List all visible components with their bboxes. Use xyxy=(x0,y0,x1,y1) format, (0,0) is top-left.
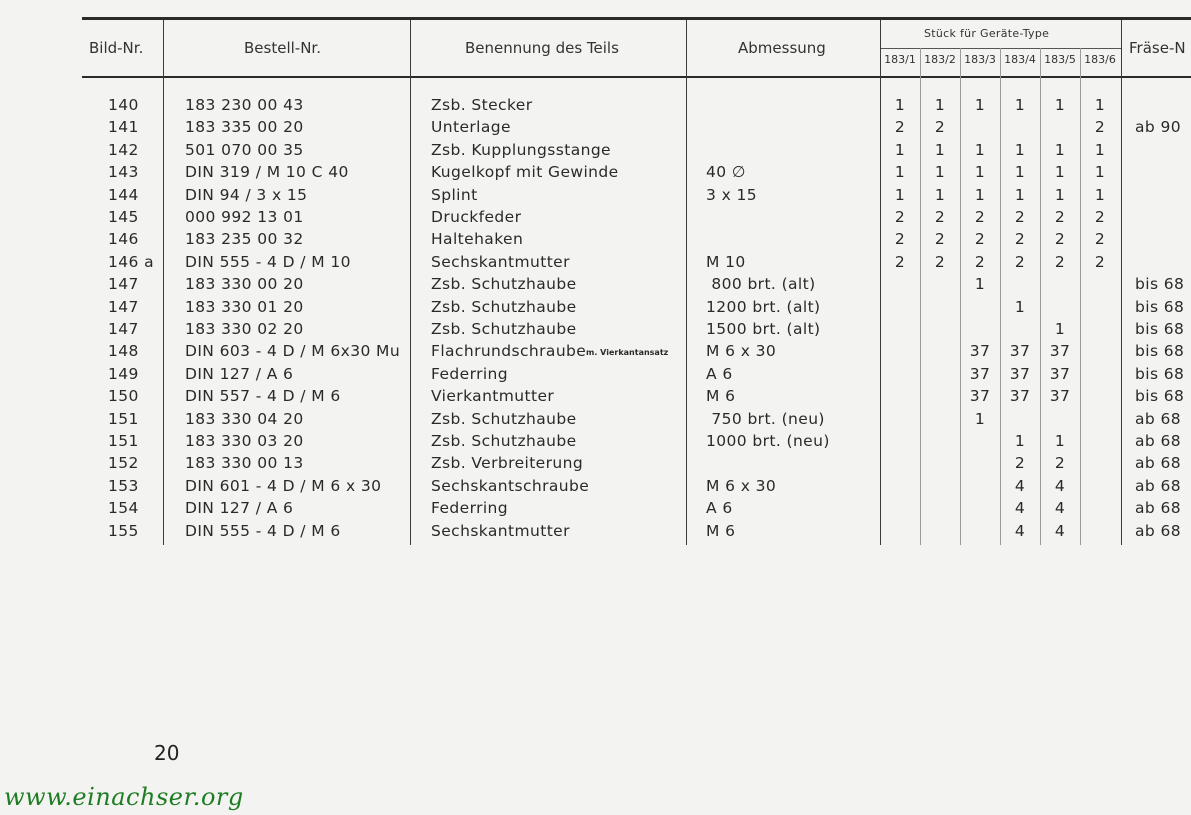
quantity-cell: 1 xyxy=(1014,432,1026,450)
bild-nr-cell: 140 xyxy=(108,96,139,114)
abmessung-cell: 750 brt. (neu) xyxy=(706,409,825,428)
quantity-cell: 1 xyxy=(1094,96,1106,114)
abmessung-cell: 3 x 15 xyxy=(706,185,758,204)
abmessung-cell: 1000 brt. (neu) xyxy=(706,432,830,450)
quantity-cell: 2 xyxy=(1054,454,1066,473)
fraese-cell: bis 68 xyxy=(1135,342,1185,361)
quantity-cell: 2 xyxy=(1094,208,1106,226)
column-divider xyxy=(410,20,411,545)
fraese-cell: bis 68 xyxy=(1135,364,1185,383)
bild-nr-cell: 149 xyxy=(108,364,139,383)
abmessung-cell: M 6 x 30 xyxy=(706,476,777,495)
bild-nr-cell: 148 xyxy=(108,342,139,361)
bestell-nr-cell: 183 330 00 13 xyxy=(185,454,304,473)
bild-nr-cell: 147 xyxy=(108,297,139,316)
bestell-nr-cell: DIN 555 - 4 D / M 6 xyxy=(185,521,341,540)
fraese-cell: ab 68 xyxy=(1135,499,1181,518)
quantity-cell: 2 xyxy=(894,230,906,249)
quantity-cell: 4 xyxy=(1014,521,1026,540)
abmessung-cell: M 6 x 30 xyxy=(706,342,777,361)
benennung-cell: Kugelkopf mit Gewinde xyxy=(431,163,619,182)
quantity-cell: 2 xyxy=(894,252,906,271)
column-divider xyxy=(163,20,164,545)
bestell-nr-cell: 183 330 01 20 xyxy=(185,297,304,316)
benennung-cell: Zsb. Schutzhaube xyxy=(431,409,577,428)
bestell-nr-cell: 183 330 00 20 xyxy=(185,275,304,294)
abmessung-cell: A 6 xyxy=(706,364,733,383)
quantity-cell: 2 xyxy=(934,118,946,137)
quantity-cell: 1 xyxy=(974,96,986,114)
bestell-nr-cell: DIN 127 / A 6 xyxy=(185,364,294,383)
quantity-cell: 1 xyxy=(894,140,906,159)
bestell-nr-cell: DIN 319 / M 10 C 40 xyxy=(185,163,349,182)
quantity-cell: 1 xyxy=(1054,432,1066,450)
bestell-nr-cell: 183 235 00 32 xyxy=(185,230,304,249)
quantity-cell: 2 xyxy=(934,208,946,226)
abmessung-cell: M 6 xyxy=(706,387,736,406)
fraese-cell: bis 68 xyxy=(1135,320,1185,338)
bild-nr-cell: 144 xyxy=(108,185,139,204)
benennung-cell: Zsb. Schutzhaube xyxy=(431,275,577,294)
quantity-cell: 2 xyxy=(1094,252,1106,271)
quantity-cell: 1 xyxy=(934,96,946,114)
bestell-nr-cell: 000 992 13 01 xyxy=(185,208,304,226)
quantity-cell: 1 xyxy=(1014,163,1026,182)
benennung-cell: Vierkantmutter xyxy=(431,387,555,406)
fraese-cell: ab 90 xyxy=(1135,118,1181,137)
bild-nr-cell: 151 xyxy=(108,432,139,450)
quantity-cell: 1 xyxy=(934,163,946,182)
benennung-note: m. Vierkantansatz xyxy=(586,348,669,358)
benennung-cell: Zsb. Kupplungsstange xyxy=(431,140,611,159)
header-benennung: Benennung des Teils xyxy=(465,39,619,57)
quantity-cell: 37 xyxy=(1049,342,1071,361)
header-type-183-6: 183/6 xyxy=(1084,53,1116,66)
quantity-cell: 1 xyxy=(974,409,986,428)
quantity-cell: 1 xyxy=(1014,96,1026,114)
bild-nr-cell: 146 xyxy=(108,230,139,249)
quantity-cell: 2 xyxy=(894,208,906,226)
watermark-url: www.einachser.org xyxy=(4,783,244,811)
quantity-cell: 2 xyxy=(1054,208,1066,226)
bild-nr-cell: 155 xyxy=(108,521,139,540)
fraese-cell: ab 68 xyxy=(1135,454,1181,473)
quantity-cell: 1 xyxy=(1054,140,1066,159)
abmessung-cell: A 6 xyxy=(706,499,733,518)
abmessung-cell: M 6 xyxy=(706,521,736,540)
benennung-cell: Federring xyxy=(431,499,509,518)
benennung-cell: Splint xyxy=(431,185,478,204)
fraese-cell: ab 68 xyxy=(1135,476,1181,495)
quantity-cell: 4 xyxy=(1014,476,1026,495)
header-type-183-2: 183/2 xyxy=(924,53,956,66)
bestell-nr-cell: 183 230 00 43 xyxy=(185,96,304,114)
benennung-cell: Zsb. Schutzhaube xyxy=(431,432,577,450)
abmessung-cell: 1200 brt. (alt) xyxy=(706,297,821,316)
bestell-nr-cell: DIN 127 / A 6 xyxy=(185,499,294,518)
quantity-cell: 1 xyxy=(894,96,906,114)
bestell-nr-cell: 183 330 02 20 xyxy=(185,320,304,338)
benennung-cell: Zsb. Verbreiterung xyxy=(431,454,584,473)
benennung-cell: Zsb. Schutzhaube xyxy=(431,297,577,316)
benennung-cell: Sechskantschraube xyxy=(431,476,590,495)
bestell-nr-cell: DIN 94 / 3 x 15 xyxy=(185,185,308,204)
quantity-cell: 4 xyxy=(1054,476,1066,495)
column-divider xyxy=(686,20,687,545)
header-bestell-nr: Bestell-Nr. xyxy=(244,39,321,57)
quantity-cell: 2 xyxy=(1014,208,1026,226)
benennung-cell: Unterlage xyxy=(431,118,511,137)
quantity-cell: 1 xyxy=(934,185,946,204)
bestell-nr-cell: 183 330 04 20 xyxy=(185,409,304,428)
benennung-cell: Druckfeder xyxy=(431,208,522,226)
quantity-cell: 1 xyxy=(1054,96,1066,114)
quantity-cell: 37 xyxy=(1009,387,1031,406)
table-header-rule xyxy=(82,76,1191,78)
quantity-cell: 4 xyxy=(1014,499,1026,518)
quantity-cell: 37 xyxy=(969,387,991,406)
header-abmessung: Abmessung xyxy=(738,39,826,57)
quantity-cell: 2 xyxy=(1094,230,1106,249)
quantity-cell: 37 xyxy=(969,342,991,361)
quantity-cell: 1 xyxy=(1054,320,1066,338)
quantity-cell: 1 xyxy=(1054,163,1066,182)
bild-nr-cell: 147 xyxy=(108,275,139,294)
abmessung-cell: 1500 brt. (alt) xyxy=(706,320,821,338)
quantity-cell: 1 xyxy=(934,140,946,159)
bild-nr-cell: 142 xyxy=(108,140,139,159)
header-bild-nr: Bild-Nr. xyxy=(89,39,144,57)
header-type-183-1: 183/1 xyxy=(884,53,916,66)
quantity-cell: 37 xyxy=(969,364,991,383)
quantity-cell: 2 xyxy=(1014,230,1026,249)
quantity-cell: 2 xyxy=(1014,252,1026,271)
bild-nr-cell: 154 xyxy=(108,499,139,518)
quantity-cell: 1 xyxy=(974,163,986,182)
type-column-divider xyxy=(960,48,961,545)
quantity-cell: 1 xyxy=(1014,297,1026,316)
quantity-cell: 37 xyxy=(1009,342,1031,361)
abmessung-cell: M 10 xyxy=(706,252,746,271)
benennung-cell: Zsb. Stecker xyxy=(431,96,533,114)
benennung-cell: Federring xyxy=(431,364,509,383)
bild-nr-cell: 151 xyxy=(108,409,139,428)
quantity-cell: 37 xyxy=(1049,387,1071,406)
benennung-cell: Zsb. Schutzhaube xyxy=(431,320,577,338)
quantity-cell: 1 xyxy=(974,185,986,204)
bestell-nr-cell: 183 330 03 20 xyxy=(185,432,304,450)
benennung-cell: Flachrundschraube xyxy=(431,342,587,361)
quantity-cell: 2 xyxy=(1014,454,1026,473)
page-number: 20 xyxy=(154,741,180,765)
fraese-cell: bis 68 xyxy=(1135,275,1185,294)
bestell-nr-cell: DIN 557 - 4 D / M 6 xyxy=(185,387,341,406)
fraese-cell: ab 68 xyxy=(1135,521,1181,540)
quantity-cell: 37 xyxy=(1049,364,1071,383)
header-type-183-4: 183/4 xyxy=(1004,53,1036,66)
quantity-cell: 2 xyxy=(974,230,986,249)
quantity-cell: 1 xyxy=(1014,185,1026,204)
quantity-cell: 1 xyxy=(1094,185,1106,204)
table-top-rule xyxy=(82,17,1191,20)
quantity-cell: 2 xyxy=(1054,230,1066,249)
quantity-cell: 1 xyxy=(894,185,906,204)
bild-nr-cell: 153 xyxy=(108,476,139,495)
fraese-cell: ab 68 xyxy=(1135,432,1181,450)
bild-nr-cell: 141 xyxy=(108,118,139,137)
header-type-183-5: 183/5 xyxy=(1044,53,1076,66)
bestell-nr-cell: DIN 601 - 4 D / M 6 x 30 xyxy=(185,476,382,495)
quantity-cell: 4 xyxy=(1054,499,1066,518)
benennung-cell: Sechskantmutter xyxy=(431,521,570,540)
quantity-cell: 2 xyxy=(934,230,946,249)
quantity-cell: 1 xyxy=(1014,140,1026,159)
header-stueck-fuer-geraete-type: Stück für Geräte-Type xyxy=(924,27,1050,40)
quantity-cell: 1 xyxy=(1054,185,1066,204)
abmessung-cell: 40 ∅ xyxy=(706,163,746,182)
quantity-cell: 2 xyxy=(974,252,986,271)
bild-nr-cell: 146 a xyxy=(108,252,155,271)
quantity-cell: 2 xyxy=(974,208,986,226)
fraese-cell: ab 68 xyxy=(1135,409,1181,428)
benennung-cell: Haltehaken xyxy=(431,230,524,249)
quantity-cell: 2 xyxy=(1094,118,1106,137)
quantity-cell: 2 xyxy=(1054,252,1066,271)
quantity-cell: 1 xyxy=(1094,163,1106,182)
header-type-183-3: 183/3 xyxy=(964,53,996,66)
header-fraese: Fräse-N xyxy=(1129,39,1186,57)
bestell-nr-cell: 183 335 00 20 xyxy=(185,118,304,137)
quantity-cell: 1 xyxy=(974,140,986,159)
quantity-cell: 2 xyxy=(934,252,946,271)
bild-nr-cell: 147 xyxy=(108,320,139,338)
abmessung-cell: 800 brt. (alt) xyxy=(706,275,816,294)
quantity-cell: 37 xyxy=(1009,364,1031,383)
bestell-nr-cell: 501 070 00 35 xyxy=(185,140,304,159)
bild-nr-cell: 145 xyxy=(108,208,139,226)
bild-nr-cell: 143 xyxy=(108,163,139,182)
bild-nr-cell: 150 xyxy=(108,387,139,406)
column-divider xyxy=(1121,20,1122,545)
bild-nr-cell: 152 xyxy=(108,454,139,473)
quantity-cell: 4 xyxy=(1054,521,1066,540)
quantity-cell: 1 xyxy=(974,275,986,294)
bestell-nr-cell: DIN 555 - 4 D / M 10 xyxy=(185,252,351,271)
benennung-cell: Sechskantmutter xyxy=(431,252,570,271)
quantity-cell: 2 xyxy=(894,118,906,137)
bestell-nr-cell: DIN 603 - 4 D / M 6x30 Mu xyxy=(185,342,401,361)
fraese-cell: bis 68 xyxy=(1135,297,1185,316)
fraese-cell: bis 68 xyxy=(1135,387,1185,406)
quantity-cell: 1 xyxy=(894,163,906,182)
quantity-cell: 1 xyxy=(1094,140,1106,159)
